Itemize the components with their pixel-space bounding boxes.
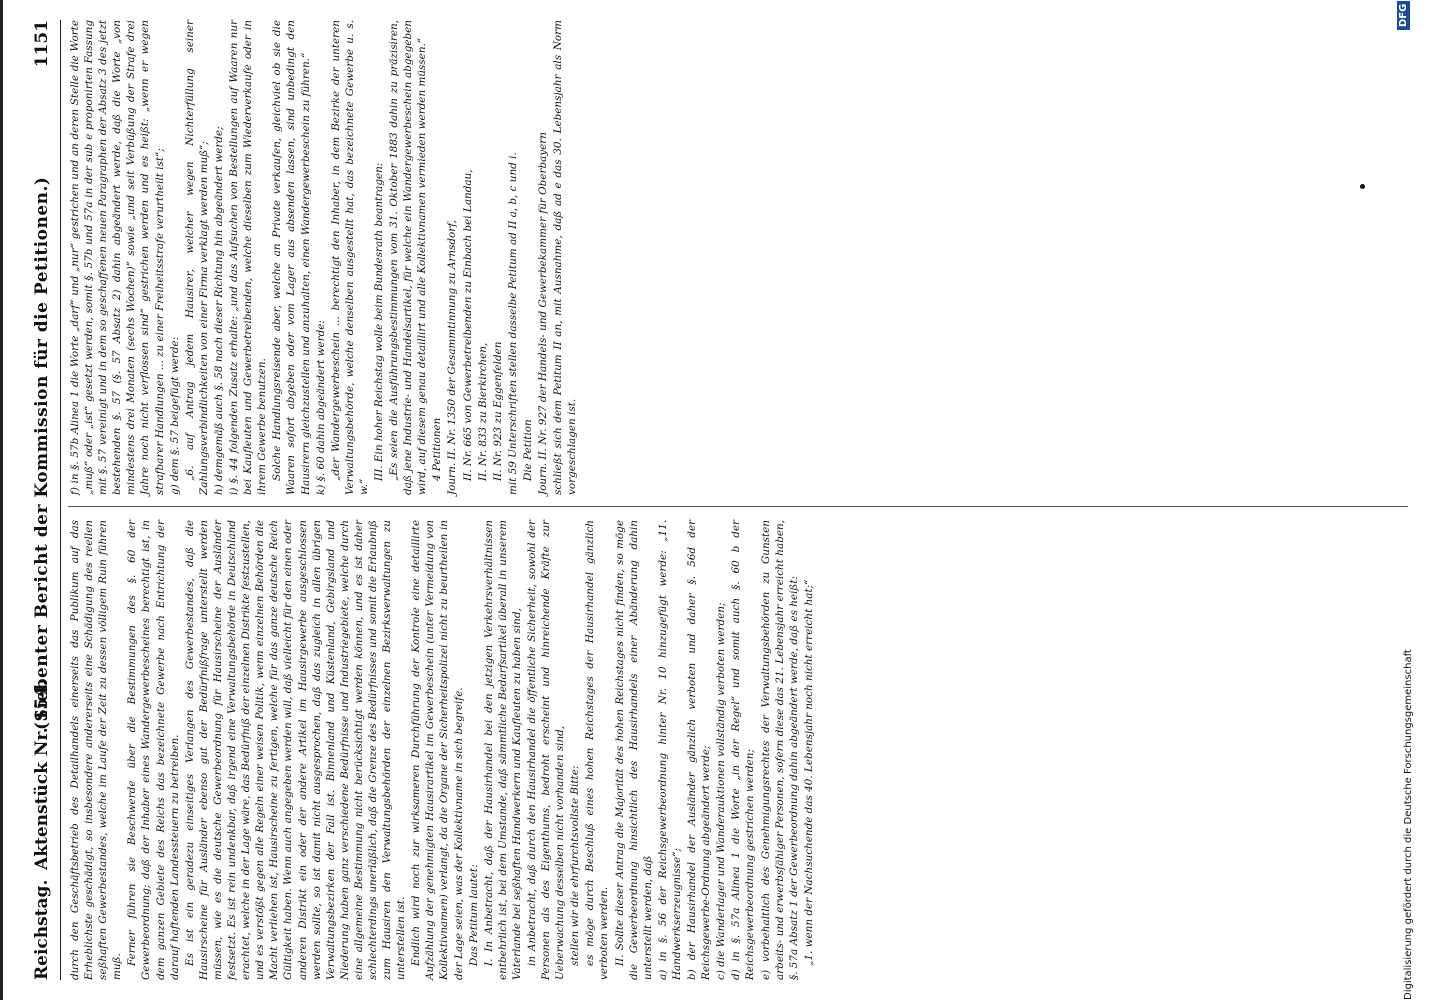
- paragraph: Journ. II. Nr. 1350 der Gesammtinnung zu Arnsdorf,: [446, 219, 459, 495]
- paragraph: b) der Hausirhandel der Ausländer gänzlich verboten und daher §. 56d der Reichsgewerbe-Ordnung abgeändert werde;: [686, 520, 713, 980]
- scan-speck: [1360, 184, 1365, 189]
- paragraph: a) in §. 56 der Reichsgewerbeordnung hinter Nr. 10 hinzugefügt werde: „11. Handwerkserzeugnisse“;: [656, 520, 683, 980]
- paragraph: Ferner führen sie Beschwerde über die Bestimmungen des §. 60 der Gewerbeordnung; daß der Inhaber eines Wandergewerbescheines berechtigt ist, in dem ganzen Gebiete des Reichs das bezeichnete Gewerbe nach Entrichtung der darauf haftenden Landessteuern zu betreiben.: [126, 520, 181, 980]
- header-rule: [60, 20, 61, 980]
- paragraph: Es ist ein geradezu einseitiges Verlangen des Gewerbestandes, daß die Hausirscheine für Ausländer ebenso gut der Bedürfnißfrage unterstellt werden müssen, wie es die deutsche Gewerbeordnung für Hausirscheine der Ausländer festsetzt. Es ist rein undenkbar, daß irgend eine Verwaltungsbehörde in Deutschland erachtet, welche in der Lage wäre, das Bedürfniß der einzelnen Distrikte festzustellen, und es verstößt gegen alle Regeln einer weisen Politik, wenn einzelnen Behörden die Macht verliehen ist, Hausirscheine zu fertigen, welche für das ganze deutsche Reich Gültigkeit haben. Wenn auch angegeben werden will, daß vielleicht für den einen oder anderen Distrikt ein oder der andere Artikel im Hausirgewerbe ausgeschlossen werden sollte, so ist damit nicht ausgesprochen, daß das zugleich in allen übrigen Verwaltungsbezirken der Fall ist. Binnenland und Küstenland, Gebirgsland und Niederung haben ganz verschiedene Bedürfnisse und Industriegebiete, welche durch eine allgemeine Bestimmung nicht berücksichtigt werden können, und es ist daher schlechterdings unerläßlich, daß die Grenze des Bedürfnisses und somit die Erlaubniß zum Hausiren den Verwaltungsbehörden der einzelnen Bezirksverwaltungen zu unterstellen ist.: [183, 520, 408, 980]
- paragraph: Solche Handlungsreisende aber, welche an Private verkaufen, gleichviel ob sie die Waaren sofort abgeben oder vom Lager aus absenden lassen, sind unbedingt den Hausirern gleichzustellen und anzuhalten, einen Wandergewerbeschein zu führen.“: [271, 20, 312, 495]
- page-number: 1151: [32, 20, 52, 68]
- dfg-logo: DFG: [1397, 1, 1410, 30]
- paragraph: „1. wenn der Nachsuchende das 40. Lebensjahr noch nicht erreicht hat;“: [802, 579, 815, 966]
- paragraph: c) die Wanderlager und Wanderauktionen vollständig verboten werden;: [715, 602, 728, 980]
- paragraph: Die Petition: [521, 419, 534, 481]
- paragraph: Endlich wird noch zur wirksameren Durchführung der Kontrole eine detaillirte Aufzählung der genehmigten Hausirartikel im Gewerbeschein (unter Vermeidung von Kollektivnamen) verlangt, da die Organe der Sicherheitspolizei nicht zu beurtheilen in der Lage seien, was der Kollektivname in sich begreife.: [410, 520, 465, 980]
- paragraph: h) demgemäß auch §. 58 nach dieser Richtung hin abgeändert werde;: [212, 126, 225, 495]
- header-document-number: Aktenstück Nr. 154.: [32, 679, 52, 870]
- paragraph: mit 59 Unterschriften stellen dasselbe Petitum ad II a, b, c und i.: [506, 152, 519, 495]
- paragraph: 4 Petitionen: [431, 417, 444, 481]
- paragraph: d) in §. 57a Alinea 1 die Worte „in der Regel“ und somit auch §. 60 b der Reichsgewerbeordnung gestrichen werden;: [730, 520, 757, 980]
- paragraph: „6. auf Antrag jedem Hausirer, welcher wegen Nichterfüllung seiner Zahlungsverbindlichkeiten von einer Firma verklagt werden muß“;: [183, 20, 210, 495]
- column-divider: [68, 506, 1408, 507]
- paragraph: in Anbetracht, daß durch den Hausirhandel die öffentliche Sicherheit, sowohl der Personen als des Eigenthums, bedroht erscheint und hinreichende Kräfte zur Ueberwachung desselben nicht vorhanden sind,: [526, 520, 567, 980]
- header-left: Reichstag.: [32, 879, 52, 980]
- digitization-text: Digitalisierung gefördert durch die Deutsche Forschungsgemeinschaft: [1403, 649, 1414, 1000]
- paragraph: g) dem §. 57 beigefügt werde:: [168, 336, 181, 495]
- paragraph: II. Nr. 665 von Gewerbetreibenden zu Einbach bei Landau,: [461, 169, 474, 481]
- paragraph: „der Wandergewerbeschein ... berechtigt den Inhaber, in dem Bezirke der unteren Verwaltungsbehörde, welche denselben ausgestellt hat, das bezeichnete Gewerbe u. s. w.“: [329, 20, 370, 495]
- paragraph: f) in §. 57b Alinea 1 die Worte „darf“ und „nur“ gestrichen und an deren Stelle die Worte „muß“ oder „ist“ gesetzt werden, somit §. 57b und 57a in der sub e proponirten Fassung mit §. 57 vereinigt und in dem so geschaffenen neuen Paragraphen der Absatz 3 des jetzt bestehenden §. 57 (§. 57 Absatz 2) dahin abgeändert werde, daß die Worte „von mindestens drei Monaten (sechs Wochen)“ sowie „und seit Verbüßung der Strafe drei Jahre noch nicht verflossen sind“ gestrichen werden und es heißt: „wenn er wegen strafbarer Handlungen ... zu einer Freiheitsstrafe verurtheilt ist“;: [69, 20, 166, 495]
- page-header: [32, 20, 60, 980]
- paragraph: k) §. 60 dahin abgeändert werde:: [314, 320, 327, 495]
- text-column-right: [68, 20, 580, 495]
- paragraph: II. Nr. 833 zu Bierkirchen,: [476, 342, 489, 481]
- paragraph: durch den Geschäftsbetrieb des Detailhandels einerseits das Publikum auf das Erheblichste geschädigt, so insbesondere andererseits eine Schädigung des reellen seßhaften Gewerbestandes, welche im Laufe der Zeit zu dessen völligem Ruin führen muß.: [69, 520, 124, 980]
- paragraph: schließt sich dem Petitum II an, mit Ausnahme, daß ad e das 30. Lebensjahr als Norm vorgeschlagen ist.: [552, 20, 579, 495]
- paragraph: stellen wir die ehrfurchtsvollste Bitte:: [569, 765, 582, 966]
- paragraph: Journ. II. Nr. 927 der Handels- und Gewerbekammer für Oberbayern: [537, 132, 549, 495]
- paragraph: „Es seien die Ausführungsbestimmungen vom 31. Oktober 1883 dahin zu präzisiren, daß jene Industrie- und Handelsartikel, für welche ein Wandergewerbeschein abgegeben wird, auf diesem genau detaillirt und alle Kollektivnamen vermieden werden müssen.“: [388, 20, 429, 495]
- paragraph: II. Nr. 923 zu Eggenfelden: [491, 341, 504, 481]
- text-column-left: [68, 520, 817, 980]
- paragraph: I. In Anbetracht, daß der Hausirhandel bei den jetzigen Verkehrsverhältnissen entbehrlich ist, bei dem Umstande, daß sämmtliche Bedarfsartikel überall in unserem Vaterlande bei seßhaften Handwerkern und Kaufleuten zu haben sind,: [482, 520, 523, 980]
- paragraph: II. Sollte dieser Antrag die Majorität des hohen Reichstages nicht finden, so möge die Gewerbeordnung hinsichtlich des Hausirhandels einer Abänderung dahin unterstellt werden, daß: [613, 520, 654, 980]
- paragraph: Das Petitum lautet:: [467, 864, 480, 966]
- paragraph: III. Ein hoher Reichstag wolle beim Bundesrath beantragen:: [372, 162, 385, 481]
- paragraph: es möge durch Beschluß eines hohen Reichstages der Hausirhandel gänzlich verboten werden.: [584, 520, 611, 980]
- paragraph: i) §. 44 folgenden Zusatz erhalte: „und das Aufsuchen von Bestellungen auf Waaren nur bei Kaufleuten und Gewerbetreibenden, welche dieselben zum Wiederverkaufe oder in ihrem Gewerbe benutzen.: [228, 20, 269, 495]
- header-title: (Siebenter Bericht der Kommission für die Petitionen.): [32, 176, 52, 730]
- paragraph: e) vorbehaltlich des Genehmigungsrechtes der Verwaltungsbehörden zu Gunsten arbeits- und erwerbsfähiger Personen, sofern diese das 21. Lebensjahr erreicht haben, §. 57a Absatz 1 der Gewerbeordnung dahin abgeändert werde, daß es heißt:: [759, 520, 800, 980]
